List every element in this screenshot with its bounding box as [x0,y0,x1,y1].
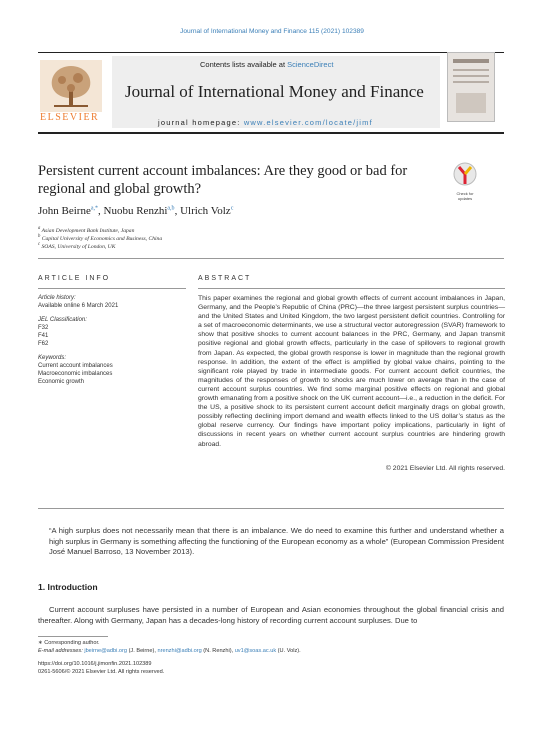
email-addresses [38,648,301,654]
author-name[interactable]: Ulrich Volz [180,205,231,217]
header-bottom-rule [38,132,504,134]
article-info-block [38,294,186,386]
keyword: Economic growth [38,379,85,385]
author-name[interactable]: Nuobu Renzhi [103,205,168,217]
running-head[interactable]: Journal of International Money and Finance 115 (2021) 102389 [180,28,364,35]
email-link[interactable]: uv1@soas.ac.uk [234,648,277,654]
issn-line: 0261-5606/© 2021 Elsevier Ltd. All rights reserved. [38,669,165,675]
check-for-updates-badge[interactable] [451,161,479,199]
doi-link[interactable]: https://doi.org/10.1016/j.jimonfin.2021.102389 [38,661,152,667]
history-label: Article history: [38,295,76,301]
email-link[interactable]: nrenzhi@adbi.org [157,648,202,654]
elsevier-tree-logo [40,60,102,112]
article-info-heading: ARTICLE INFO [38,275,111,282]
keywords-label: Keywords: [38,355,67,361]
contents-line [200,60,333,69]
email-owner: (N. Renzhi), [201,648,235,654]
homepage-link[interactable]: www.elsevier.com/locate/jimf [243,118,373,127]
journal-cover-thumbnail [447,52,495,122]
crossmark-icon [451,161,479,187]
crossmark-line2: updates [457,196,473,201]
sciencedirect-link[interactable]: ScienceDirect [287,60,334,69]
journal-title: Journal of International Money and Finance [125,82,424,101]
affiliation-sup: b [38,234,41,239]
affiliation [38,226,134,234]
section-heading-introduction: 1. Introduction [38,582,98,592]
abstract-text: This paper examines the regional and global growth effects of current account imbalances in Japan, Germany, and the People’s Republic of China (PRC)—the three largest persistent surplus countries—and the United States and United Kingdom, the two largest persistent deficit countries. Controlling for a set of macroeconomic determinants, we use a structural vector autoregression (SVAR) framework to show that positive shocks to current account balances in the PRC, Germany, and Japan transmit positive regional and global growth effects, particularly in the case of spillovers to regional growth from Japan. As expected, the global growth response is lower in magnitude than the regional growth response. In addition, the extent of the effect is amplified by global value chains, pointing to the significant role played by trade in intermediate goods. For current account deficit countries, the magnitudes of the responses of growth to shocks are much lower on average than in the case of current account surplus countries. We find some marginal positive effects on regional and global growth emanating from a positive shock on the UK current account—i.e., a reduction in the deficit. For the US, a positive shock to its persistent current account deficit marginally drags on global growth, possibly reflecting declining import demand and wealth effects linked to the US dollar’s status as the global reserve currency. Our findings have important policy implications, particularly in light of discussions in recent years on whether current account surplus countries are hindering growth abroad. [198,295,505,448]
author-sup[interactable]: c [230,205,234,212]
contents-prefix: Contents lists available at [200,60,288,69]
divider [198,288,505,289]
journal-homepage [158,118,373,127]
epigraph-quote: “A high surplus does not necessarily mean that there is an imbalance. We do need to examine this further and understand whether a high surplus in Germany is something affecting the functioning of the European economy as a whole” (European Commission President José Manuel Barroso, 13 November 2013). [49,526,504,556]
abstract-heading: ABSTRACT [198,275,252,282]
header-top-rule [38,52,504,53]
keyword: Macroeconomic imbalances [38,371,113,377]
jel-code: F32 [38,325,49,331]
abstract-copyright: © 2021 Elsevier Ltd. All rights reserved. [385,465,505,472]
divider [38,258,504,259]
affiliation-sup: c [38,242,41,247]
affiliation-text: Asian Development Bank Institute, Japan [41,227,135,234]
divider [38,288,186,289]
history-value: Available online 6 March 2021 [38,303,119,309]
email-owner: (J. Beirne), [127,648,158,654]
author-sup[interactable]: a,* [90,205,99,212]
publisher-wordmark: ELSEVIER [40,112,100,123]
affiliation-text: SOAS, University of London, UK [41,243,116,250]
affiliation [38,242,115,250]
keyword: Current account imbalances [38,363,113,369]
divider [38,508,504,509]
crossmark-line1: Check for [456,191,474,196]
homepage-prefix: journal homepage: [158,118,244,127]
email-label: E-mail addresses: [38,648,85,654]
email-link[interactable]: jbeirne@adbi.org [84,648,128,654]
footnote-rule [38,636,108,637]
affiliation-text: Capital University of Economics and Business, China [41,235,163,242]
jel-code: F62 [38,341,49,347]
corresponding-author-note: ∗ Corresponding author. [38,640,100,646]
introduction-paragraph: Current account surpluses have persisted in a number of European and Asian economies throughout the global financial crisis and thereafter. Along with Germany, Japan has a decades-long history of recording current account surpluses. Due to [38,605,504,625]
affiliation [38,234,162,242]
jel-code: F41 [38,333,49,339]
author-sup[interactable]: a,b [167,205,175,212]
author-name[interactable]: John Beirne [38,205,91,217]
author-list: John Beirne$^{a,*}$, Nuobu Renzhi$^{a,b}$, Ulrich Volz$^c$ [38,205,234,217]
jel-label: JEL Classification: [38,317,87,323]
email-owner: (U. Volz). [276,648,301,654]
affiliation-sup: a [38,226,41,231]
article-title: Persistent current account imbalances: Are they good or bad for regional and global growth? [38,163,408,197]
